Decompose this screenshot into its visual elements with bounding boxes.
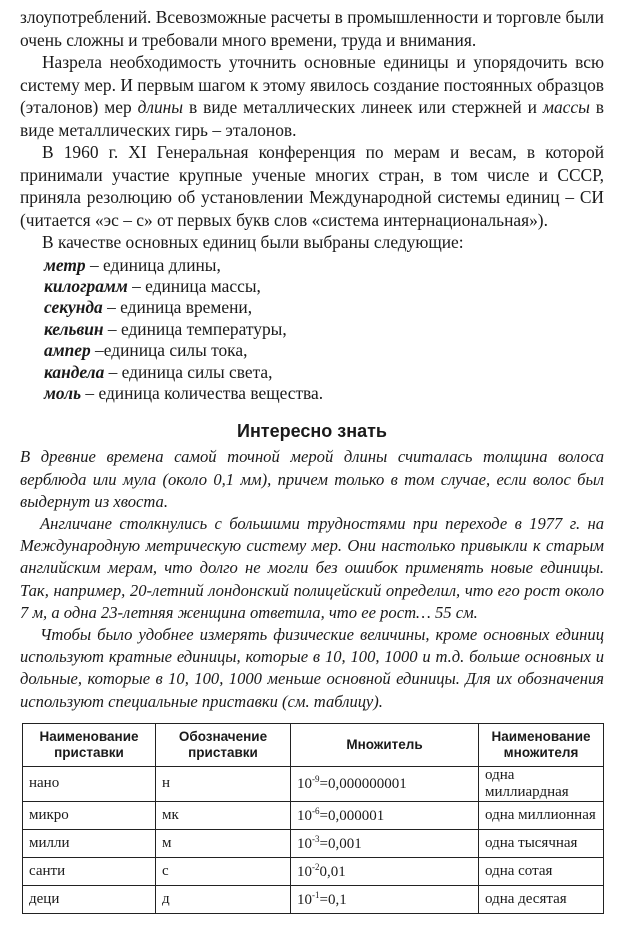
paragraph-2-text-b: в виде металлических линеек или стержней и bbox=[183, 97, 543, 117]
list-item bbox=[44, 276, 604, 297]
column-header: Наименование множителя bbox=[479, 723, 604, 766]
multiplier-name: одна миллионная bbox=[479, 801, 604, 829]
unit-term: кандела bbox=[44, 361, 105, 382]
unit-term: ампер bbox=[44, 340, 91, 361]
unit-desc: – единица силы света, bbox=[104, 361, 273, 382]
table-row bbox=[23, 857, 604, 885]
unit-desc: – единица количества вещества. bbox=[81, 382, 324, 403]
column-header: Множитель bbox=[291, 723, 479, 766]
table-row bbox=[23, 766, 604, 801]
section-heading: Интересно знать bbox=[237, 421, 387, 442]
unit-term: секунда bbox=[44, 297, 103, 318]
multiplier: $10^{-6}=0,000001$ bbox=[291, 801, 479, 829]
table-row bbox=[23, 801, 604, 829]
term-mass: массы bbox=[542, 97, 590, 117]
unit-term: килограмм bbox=[44, 275, 128, 296]
table-header-row bbox=[23, 723, 604, 766]
list-item bbox=[44, 340, 604, 361]
italic-paragraph-2: Англичане столкнулись с большими трудностями при переходе в 1977 г. на Международную метрическую систему мер. Они настолько привыкли к старым английским мерам, что долго не могли без ошибок применять новые единицы. Так, например, 20-летний лондонский полицейский определил, что его рост около 7 м, а одна 23-летняя женщина ответила, что ее рост… 55 см. bbox=[20, 513, 604, 622]
term-length: длины bbox=[137, 97, 184, 117]
multiplier: $10^{-1}=0,1$ bbox=[291, 885, 479, 913]
list-item bbox=[44, 362, 604, 383]
table-row bbox=[23, 829, 604, 857]
unit-desc: –единица силы тока, bbox=[90, 340, 248, 361]
prefix-symbol: н bbox=[156, 766, 291, 801]
paragraph-1: злоупотреблений. Всевозможные расчеты в промышленности и торговле были очень сложны и требовали много времени, труда и внимания. bbox=[20, 7, 604, 50]
list-item bbox=[44, 297, 604, 318]
unit-desc: – единица температуры, bbox=[103, 318, 287, 339]
prefix-name: нано bbox=[23, 766, 156, 801]
multiplier-name: одна десятая bbox=[479, 885, 604, 913]
unit-desc: – единица времени, bbox=[102, 297, 253, 318]
prefix-symbol: м bbox=[156, 829, 291, 857]
base-units-list bbox=[44, 255, 604, 405]
unit-term: кельвин bbox=[44, 318, 104, 339]
multiplier-name: одна сотая bbox=[479, 857, 604, 885]
paragraph-4: В качестве основных единиц были выбраны следующие: bbox=[42, 232, 464, 252]
multiplier-name: одна миллиардная bbox=[479, 766, 604, 801]
paragraph-3: В 1960 г. XI Генеральная конференция по мерам и весам, в которой принимали участие крупные ученые многих стран, в том числе и СССР, приняла резолюцию об установлении Международной системы единиц – СИ (читается «эс – с» от первых букв слов «система интернациональная»). bbox=[20, 142, 604, 230]
prefix-name: санти bbox=[23, 857, 156, 885]
multiplier: $10^{-9}=0,000000001$ bbox=[291, 766, 479, 801]
unit-desc: – единица длины, bbox=[85, 254, 221, 275]
italic-paragraph-3: Чтобы было удобнее измерять физические величины, кроме основных единиц используют кратные единицы, которые в 10, 100, 1000 и т.д. больше основных и дольные, которые в 10, 100, 1000 меньше основной единицы. Для их обозначения используют специальные приставки (см. таблицу). bbox=[20, 624, 604, 711]
multiplier-name: одна тысячная bbox=[479, 829, 604, 857]
italic-paragraph-1: В древние времена самой точной мерой длины считалась толщина волоса верблюда или мула (около 0,1 мм), причем только в том случае, если волос был выдернут из хвоста. bbox=[20, 447, 604, 511]
prefix-table bbox=[22, 723, 604, 914]
unit-term: моль bbox=[44, 382, 82, 403]
prefix-symbol: д bbox=[156, 885, 291, 913]
unit-desc: – единица массы, bbox=[127, 275, 261, 296]
prefix-name: милли bbox=[23, 829, 156, 857]
prefix-name: деци bbox=[23, 885, 156, 913]
list-item bbox=[44, 383, 604, 404]
prefix-symbol: с bbox=[156, 857, 291, 885]
column-header: Обозначение приставки bbox=[156, 723, 291, 766]
paragraph-2-text-c: в виде металлических гирь – эталонов. bbox=[20, 97, 605, 140]
prefix-symbol: мк bbox=[156, 801, 291, 829]
table-row bbox=[23, 885, 604, 913]
multiplier: $10^{-3}=0,001$ bbox=[291, 829, 479, 857]
list-item bbox=[44, 319, 604, 340]
unit-term: метр bbox=[44, 254, 86, 275]
paragraph-2 bbox=[20, 51, 604, 141]
paragraph-2-text-a: Назрела необходимость уточнить основные единицы и упорядочить всю систему мер. И первым шагом к этому явилось создание постоянных образцов (эталонов) мер bbox=[20, 52, 604, 117]
multiplier: $10^{-2}0,01$ bbox=[291, 857, 479, 885]
column-header: Наименование приставки bbox=[23, 723, 156, 766]
list-item bbox=[44, 255, 604, 276]
prefix-name: микро bbox=[23, 801, 156, 829]
